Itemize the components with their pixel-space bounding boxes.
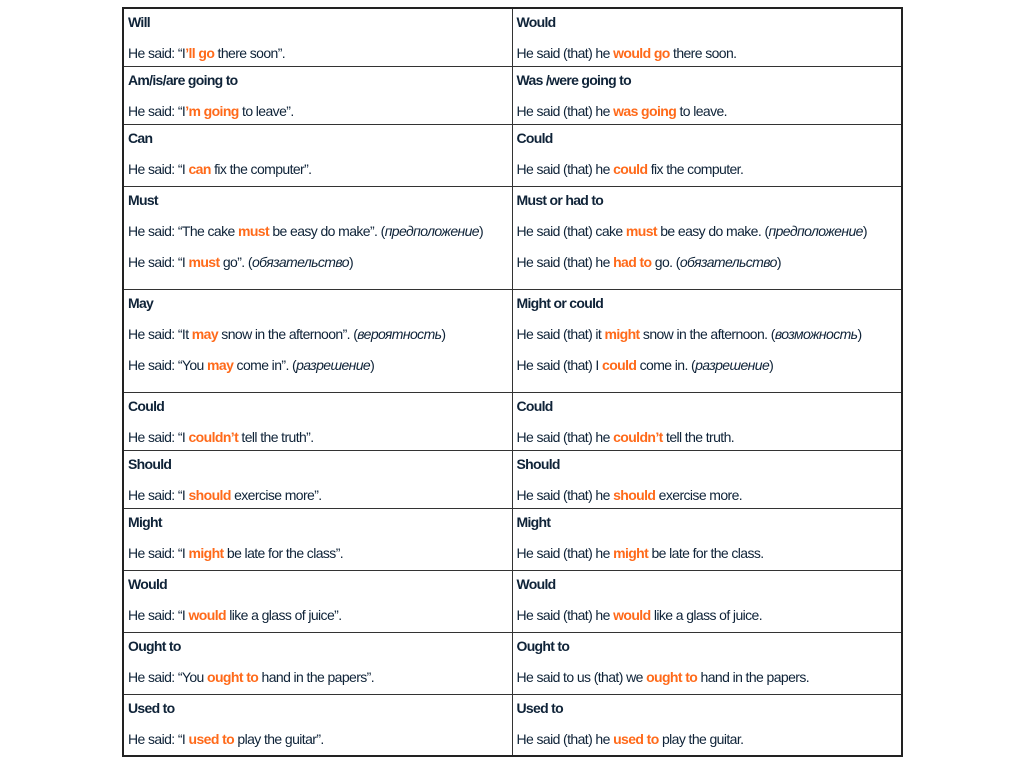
- modal-heading: Used to: [516, 699, 563, 716]
- example-sentence: [128, 428, 508, 446]
- highlighted-modal: ’ll go: [185, 45, 215, 61]
- sentence-fragment: come in. (: [636, 356, 696, 373]
- usage-note: предположение: [384, 222, 479, 239]
- example-sentence: [517, 486, 898, 504]
- sentence-fragment: He said: “It: [128, 325, 192, 342]
- table-row: [123, 392, 902, 450]
- sentence-fragment: be late for the class.: [648, 544, 764, 561]
- sentence-fragment: hand in the papers.: [697, 668, 810, 685]
- highlighted-modal: may: [207, 356, 234, 373]
- modal-heading: Will: [128, 14, 150, 30]
- sentence-fragment: He said (that) he: [516, 102, 614, 119]
- table-row: [123, 186, 902, 289]
- reported-speech-cell: [512, 186, 902, 289]
- sentence-fragment: He said (that) he: [516, 428, 614, 445]
- sentence-fragment: He said: “I: [128, 486, 189, 503]
- modal-heading: Must or had to: [516, 191, 604, 208]
- sentence-fragment: He said: “I: [128, 428, 189, 445]
- highlighted-modal: was going: [613, 102, 677, 119]
- modal-heading: Might or could: [516, 294, 604, 311]
- sentence-fragment: be easy do make”. (: [269, 222, 385, 239]
- reported-speech-cell: [512, 8, 902, 66]
- modal-heading: Used to: [128, 699, 175, 716]
- highlighted-modal: would: [188, 606, 226, 623]
- example-sentence: [128, 606, 508, 624]
- example-sentence: [517, 222, 898, 240]
- example-sentence: [128, 668, 508, 686]
- example-sentence: [128, 222, 508, 240]
- example-sentence: [128, 253, 508, 271]
- highlighted-modal: must: [188, 253, 220, 270]
- table-body: [123, 8, 902, 756]
- highlighted-modal: couldn’t: [613, 428, 663, 445]
- sentence-fragment: be late for the class”.: [223, 544, 344, 561]
- highlighted-modal: may: [191, 325, 219, 342]
- example-sentence: [517, 544, 898, 562]
- example-sentence: [128, 356, 508, 374]
- modal-heading: Would: [516, 575, 556, 592]
- sentence-fragment: He said (that) he: [516, 253, 614, 270]
- sentence-fragment: to leave.: [676, 102, 727, 119]
- sentence-fragment: ): [479, 222, 484, 239]
- usage-note: обязательство: [251, 253, 349, 270]
- sentence-fragment: He said (that) he: [516, 544, 614, 561]
- example-sentence: [517, 668, 898, 686]
- highlighted-modal: would go: [613, 45, 670, 61]
- highlighted-modal: ’m going: [185, 102, 239, 119]
- example-sentence: [517, 253, 898, 271]
- modal-heading: Could: [516, 129, 553, 146]
- highlighted-modal: had to: [613, 253, 652, 270]
- reported-speech-cell: [512, 508, 902, 570]
- sentence-fragment: He said to us (that) we: [516, 668, 647, 685]
- table-row: [123, 289, 902, 392]
- example-sentence: [128, 544, 508, 562]
- sentence-fragment: He said: “I: [128, 253, 189, 270]
- sentence-fragment: fix the computer”.: [210, 160, 312, 177]
- modal-verbs-table: [122, 7, 903, 757]
- example-sentence: [128, 730, 508, 748]
- sentence-fragment: He said (that) I: [516, 356, 603, 373]
- reported-speech-cell: [512, 124, 902, 186]
- sentence-fragment: He said: “I: [128, 45, 186, 61]
- highlighted-modal: might: [604, 325, 640, 342]
- reported-speech-cell: [512, 289, 902, 392]
- example-sentence: [517, 428, 898, 446]
- highlighted-modal: could: [613, 160, 648, 177]
- sentence-fragment: He said: “I: [128, 544, 189, 561]
- sentence-fragment: be easy do make. (: [656, 222, 769, 239]
- direct-speech-cell: [123, 392, 512, 450]
- highlighted-modal: might: [188, 544, 224, 561]
- example-sentence: [517, 730, 898, 748]
- direct-speech-cell: [123, 570, 512, 632]
- usage-note: обязательство: [679, 253, 777, 270]
- sentence-fragment: come in”. (: [233, 356, 297, 373]
- reported-speech-cell: [512, 570, 902, 632]
- sentence-fragment: like a glass of juice.: [650, 606, 763, 623]
- sentence-fragment: ): [862, 222, 867, 239]
- table-row: [123, 8, 902, 66]
- reported-speech-cell: [512, 694, 902, 756]
- sentence-fragment: go. (: [651, 253, 680, 270]
- direct-speech-cell: [123, 694, 512, 756]
- direct-speech-cell: [123, 66, 512, 124]
- sentence-fragment: there soon”.: [214, 45, 286, 61]
- direct-speech-cell: [123, 508, 512, 570]
- highlighted-modal: ought to: [207, 668, 259, 685]
- table-row: [123, 508, 902, 570]
- modal-heading: Ought to: [516, 637, 570, 654]
- modal-heading: Can: [128, 129, 153, 146]
- modal-heading: Was /were going to: [516, 71, 631, 88]
- highlighted-modal: must: [625, 222, 657, 239]
- sentence-fragment: snow in the afternoon. (: [639, 325, 775, 342]
- sentence-fragment: He said: “I: [128, 102, 186, 119]
- highlighted-modal: couldn’t: [188, 428, 239, 445]
- highlighted-modal: can: [188, 160, 211, 177]
- direct-speech-cell: [123, 450, 512, 508]
- reported-speech-cell: [512, 450, 902, 508]
- table-row: [123, 632, 902, 694]
- usage-note: вероятность: [357, 325, 442, 342]
- highlighted-modal: should: [188, 486, 231, 503]
- highlighted-modal: would: [613, 606, 651, 623]
- highlighted-modal: ought to: [646, 668, 698, 685]
- example-sentence: [517, 325, 898, 343]
- modal-heading: Ought to: [128, 637, 181, 654]
- highlighted-modal: should: [613, 486, 656, 503]
- modal-heading: Should: [128, 455, 172, 472]
- sentence-fragment: He said: “I: [128, 160, 189, 177]
- example-sentence: [517, 102, 898, 120]
- sentence-fragment: ): [776, 253, 781, 270]
- sentence-fragment: fix the computer.: [647, 160, 744, 177]
- sentence-fragment: snow in the afternoon”. (: [218, 325, 358, 342]
- modal-heading: Would: [128, 575, 168, 592]
- sentence-fragment: He said (that) he: [516, 160, 614, 177]
- sentence-fragment: play the guitar.: [658, 730, 744, 747]
- sentence-fragment: like a glass of juice”.: [225, 606, 342, 623]
- sentence-fragment: He said (that) he: [516, 606, 614, 623]
- sentence-fragment: He said (that) it: [516, 325, 605, 342]
- highlighted-modal: used to: [613, 730, 659, 747]
- sentence-fragment: He said: “You: [128, 356, 208, 373]
- sentence-fragment: He said: “I: [128, 730, 189, 747]
- sentence-fragment: ): [348, 253, 354, 270]
- example-sentence: [517, 356, 898, 374]
- highlighted-modal: might: [613, 544, 649, 561]
- modal-heading: Must: [128, 191, 158, 208]
- sentence-fragment: He said: “I: [128, 606, 189, 623]
- highlighted-modal: must: [238, 222, 270, 239]
- sentence-fragment: ): [857, 325, 862, 342]
- modal-heading: May: [128, 294, 154, 311]
- highlighted-modal: used to: [188, 730, 235, 747]
- direct-speech-cell: [123, 289, 512, 392]
- sentence-fragment: ): [441, 325, 446, 342]
- modal-heading: Would: [516, 14, 556, 30]
- sentence-fragment: He said (that) he: [516, 486, 614, 503]
- sentence-fragment: He said: “You: [128, 668, 208, 685]
- sentence-fragment: there soon.: [669, 45, 737, 61]
- direct-speech-cell: [123, 124, 512, 186]
- reported-speech-cell: [512, 392, 902, 450]
- sentence-fragment: tell the truth”.: [238, 428, 314, 445]
- sentence-fragment: He said (that) he: [516, 45, 614, 61]
- table-row: [123, 66, 902, 124]
- sentence-fragment: He said (that) cake: [516, 222, 626, 239]
- example-sentence: [128, 486, 508, 504]
- modal-heading: Should: [516, 455, 560, 472]
- highlighted-modal: could: [602, 356, 637, 373]
- reported-speech-cell: [512, 632, 902, 694]
- sentence-fragment: He said: “The cake: [128, 222, 238, 239]
- sentence-fragment: to leave”.: [238, 102, 294, 119]
- example-sentence: [517, 606, 898, 624]
- sentence-fragment: go”. (: [219, 253, 252, 270]
- direct-speech-cell: [123, 632, 512, 694]
- sentence-fragment: He said (that) he: [516, 730, 614, 747]
- sentence-fragment: exercise more.: [655, 486, 743, 503]
- modal-heading: Might: [128, 513, 162, 530]
- example-sentence: [128, 102, 508, 120]
- sentence-fragment: exercise more”.: [230, 486, 322, 503]
- direct-speech-cell: [123, 8, 512, 66]
- sentence-fragment: hand in the papers”.: [258, 668, 375, 685]
- direct-speech-cell: [123, 186, 512, 289]
- reported-speech-cell: [512, 66, 902, 124]
- example-sentence: [517, 160, 898, 178]
- usage-note: предположение: [768, 222, 863, 239]
- modal-heading: Could: [128, 397, 165, 414]
- table-row: [123, 694, 902, 756]
- example-sentence: [517, 44, 898, 62]
- example-sentence: [128, 160, 508, 178]
- table-row: [123, 570, 902, 632]
- example-sentence: [128, 44, 508, 62]
- modal-heading: Might: [516, 513, 551, 530]
- sentence-fragment: ): [769, 356, 774, 373]
- usage-note: разрешение: [296, 356, 371, 373]
- sentence-fragment: ): [370, 356, 375, 373]
- usage-note: возможность: [774, 325, 858, 342]
- table-row: [123, 124, 902, 186]
- modal-heading: Am/is/are going to: [128, 71, 238, 88]
- sentence-fragment: play the guitar”.: [234, 730, 324, 747]
- example-sentence: [128, 325, 508, 343]
- sentence-fragment: tell the truth.: [662, 428, 735, 445]
- table-row: [123, 450, 902, 508]
- modal-heading: Could: [516, 397, 553, 414]
- usage-note: разрешение: [695, 356, 770, 373]
